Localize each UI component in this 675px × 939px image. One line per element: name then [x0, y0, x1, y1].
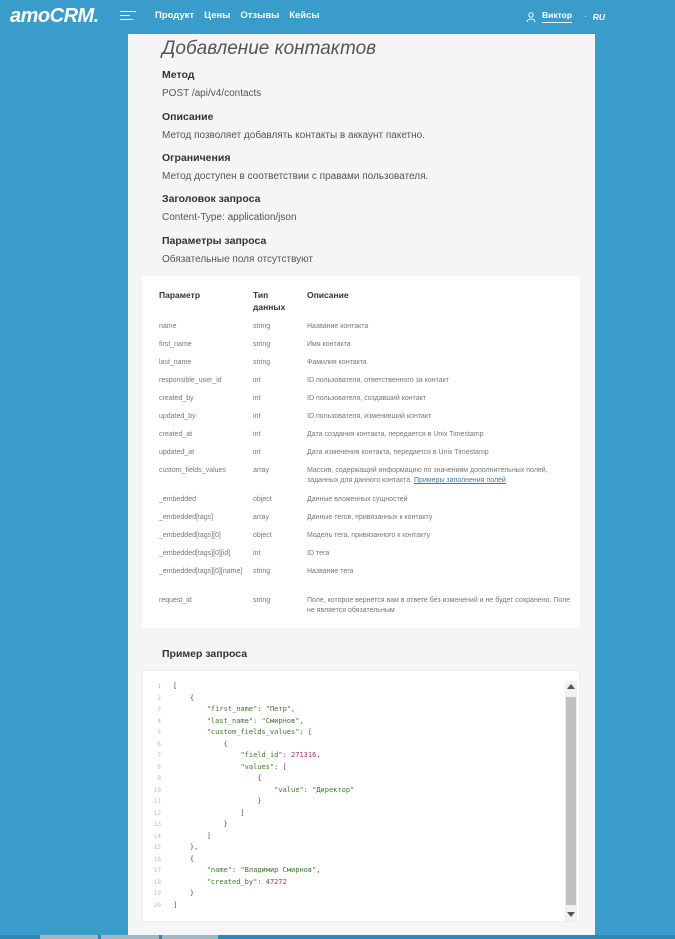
section-description-heading: Описание [162, 111, 214, 123]
menu-icon[interactable] [120, 11, 136, 21]
amocrm-logo[interactable]: amoCRM. [10, 5, 99, 27]
nav-product[interactable]: Продукт [155, 10, 195, 21]
param-name: first_name [159, 341, 192, 348]
param-name: request_id [159, 597, 192, 604]
custom-fields-examples-link[interactable]: Примеры заполнения полей [414, 477, 506, 484]
param-desc: Дата создания контакта, передается в Unix Timestamp [307, 431, 484, 438]
code-example-block[interactable] [142, 670, 580, 922]
param-name: created_by [159, 395, 194, 402]
scrollbar-thumb[interactable] [566, 697, 576, 905]
col-header-param: Параметр [159, 290, 201, 300]
lang-separator: · [584, 12, 587, 21]
param-name: created_at [159, 431, 193, 438]
section-limits-heading: Ограничения [162, 152, 231, 164]
param-name: custom_fields_values [159, 467, 226, 474]
language-switch[interactable]: RU [592, 11, 606, 22]
param-name: _embedded [159, 496, 196, 503]
param-desc-cell [307, 466, 572, 486]
nav-reviews[interactable]: Отзывы [240, 10, 280, 21]
section-params-heading: Параметры запроса [162, 235, 267, 247]
page-title: Добавление контактов [162, 38, 377, 59]
param-desc: Данные тегов, привязанных к контакту [307, 514, 433, 521]
docs-content-panel [128, 34, 595, 939]
param-type: array [253, 514, 269, 521]
section-method-text: POST /api/v4/contacts [162, 88, 262, 99]
col-header-type: Тип данных [253, 290, 286, 312]
param-name: updated_by [159, 413, 196, 420]
section-header-heading: Заголовок запроса [162, 193, 261, 205]
param-desc: ID пользователя, изменивший контакт [307, 413, 432, 420]
user-icon[interactable] [526, 12, 536, 22]
top-navigation-bar [0, 0, 675, 34]
param-type: int [253, 449, 261, 456]
example-heading: Пример запроса [162, 648, 248, 660]
params-table [142, 276, 580, 628]
section-method-heading: Метод [162, 69, 195, 81]
param-desc: Данные вложенных сущностей [307, 496, 408, 503]
param-name: _embedded[tags][0][name] [159, 568, 243, 575]
section-params-text: Обязательные поля отсутствуют [162, 254, 314, 265]
nav-prices[interactable]: Цены [204, 10, 231, 21]
param-name: last_name [159, 359, 192, 366]
param-type: array [253, 467, 269, 474]
param-type: string [253, 359, 271, 366]
param-desc: Имя контакта [307, 341, 351, 348]
param-type: object [253, 532, 272, 539]
taskbar [0, 935, 675, 939]
param-type: string [253, 341, 271, 348]
param-type: int [253, 377, 261, 384]
param-desc: Модель тега, привязанного к контакту [307, 532, 431, 539]
user-area [526, 10, 605, 23]
param-type: string [253, 597, 271, 604]
param-desc: ID пользователя, ответственного за контакт [307, 377, 449, 384]
param-desc: Название тега [307, 568, 354, 575]
param-desc: Поле, которое вернется вам в ответе без изменений и не будет сохранено. Поле не является обязательным [307, 597, 571, 614]
param-type: int [253, 431, 261, 438]
param-desc: Дата изменения контакта, передается в Unix Timestamp [307, 449, 489, 456]
param-type: string [253, 323, 271, 330]
param-type: int [253, 413, 261, 420]
param-type: int [253, 550, 261, 557]
param-name: _embedded[tags] [159, 514, 214, 521]
param-type: object [253, 496, 272, 503]
code-lines: [ { "first_name": "Петр", "last_name": "Смирнов", "custom_fields_values": [ { "field_id": 271316, "values": [ { "value": "Директор" } ] } ] }, { "name": "Владимир Смирнов", "created_by": 47272 } ] [173, 682, 355, 909]
taskbar-item[interactable] [40, 935, 98, 939]
section-description-text: Метод позволяет добавлять контакты в аккаунт пакетно. [162, 130, 426, 141]
param-name: responsible_user_id [159, 377, 222, 384]
col-header-desc: Описание [307, 290, 349, 300]
main-nav [155, 10, 320, 21]
section-limits-text: Метод доступен в соответствии с правами пользователя. [162, 171, 429, 182]
line-numbers: 1 2 3 4 5 6 7 8 9 10 11 12 13 14 15 16 17 18 19 20 [153, 683, 161, 909]
scroll-down-icon[interactable] [567, 912, 575, 917]
param-name: name [159, 323, 177, 330]
taskbar-item[interactable] [101, 935, 159, 939]
param-name: _embedded[tags][0][id] [159, 550, 231, 557]
param-desc: Массив, содержащий информацию по значениям дополнительных полей, заданных для данного контакта. [307, 467, 548, 484]
param-type: string [253, 568, 271, 575]
param-desc: Название контакта [307, 323, 369, 330]
code-scrollbar[interactable] [565, 681, 577, 922]
param-name: _embedded[tags][0] [159, 532, 221, 539]
nav-cases[interactable]: Кейсы [289, 10, 320, 21]
param-desc: ID пользователя, создавший контакт [307, 395, 426, 402]
param-type: int [253, 395, 261, 402]
param-desc: Фамилия контакта [307, 359, 367, 366]
taskbar-item[interactable] [162, 935, 218, 939]
scroll-up-icon[interactable] [567, 684, 575, 689]
user-name[interactable]: Виктор [542, 10, 572, 23]
param-desc: ID тега [307, 550, 330, 557]
param-name: updated_at [159, 449, 195, 456]
section-header-text: Content-Type: application/json [162, 212, 297, 223]
